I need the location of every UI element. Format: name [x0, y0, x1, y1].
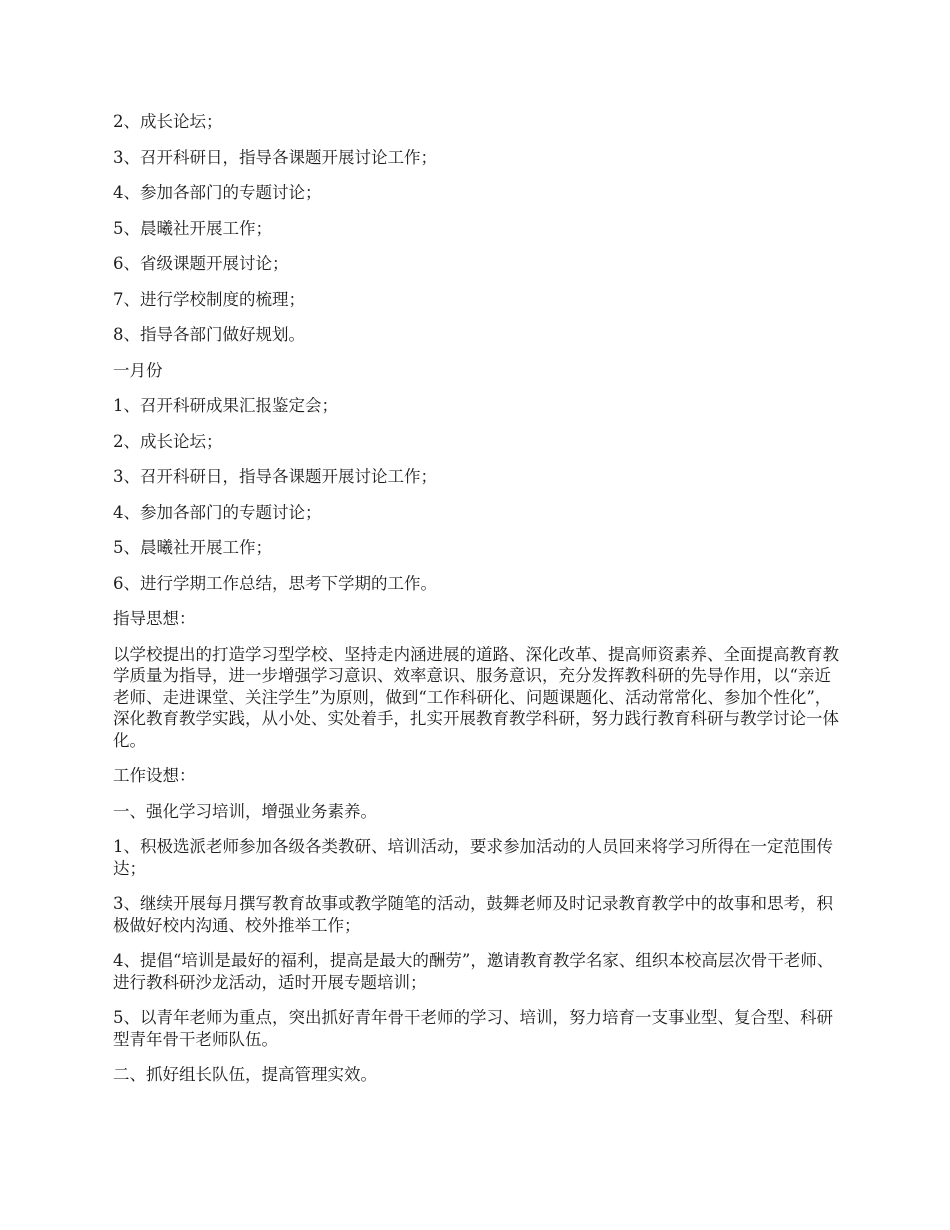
- list-item: 5、晨曦社开展工作；: [113, 218, 272, 238]
- section-heading: 工作设想：: [113, 766, 196, 785]
- list-item: 2、成长论坛；: [113, 112, 223, 131]
- list-item: 4、提倡“培训是最好的福利，提高是最大的酬劳”，邀请教育教学名家、组织本校高层次骨干老师、进行教科研沙龙活动，适时开展专题培训；: [113, 951, 834, 992]
- list-item: 3、召开科研日，指导各课题开展讨论工作；: [113, 147, 437, 167]
- body-paragraph: 以学校提出的打造学习型学校、坚持走内涵进展的道路、深化改革、提高师资素养、全面提高教育教学质量为指导，进一步增强学习意识、效率意识、服务意识，充分发挥教科研的先导作用，以“亲近老师、走进课堂、关注学生”为原则，做到“工作科研化、问题课题化、活动常常化、参加个性化”，深化教育教学实践，从小处、实处着手，扎实开展教育教学科研，努力践行教育科研与教学讨论一体化。: [113, 644, 839, 750]
- list-item: 5、以青年老师为重点，突出抓好青年骨干老师的学习、培训，努力培育一支事业型、复合型、科研型青年骨干老师队伍。: [113, 1008, 833, 1049]
- list-item: 8、指导各部门做好规划。: [113, 325, 305, 344]
- section-heading: 一月份: [113, 360, 163, 380]
- document-page: [113, 111, 843, 1100]
- list-item: 1、积极选派老师参加各级各类教研、培训活动，要求参加活动的人员回来将学习所得在一定范围传达；: [113, 837, 833, 878]
- list-item: 5、晨曦社开展工作；: [113, 538, 272, 557]
- section-heading: 二、抓好组长队伍，提高管理实效。: [113, 1065, 377, 1084]
- list-item: 6、进行学期工作总结，思考下学期的工作。: [113, 573, 437, 593]
- list-item: 4、参加各部门的专题讨论；: [113, 183, 322, 202]
- list-item: 3、召开科研日，指导各课题开展讨论工作；: [113, 467, 437, 486]
- list-item: 1、召开科研成果汇报鉴定会；: [113, 396, 338, 415]
- list-item: 2、成长论坛；: [113, 431, 223, 451]
- list-item: 3、继续开展每月撰写教育故事或教学随笔的活动，鼓舞老师及时记录教育教学中的故事和思考，积极做好校内沟通、校外推举工作；: [113, 894, 833, 935]
- list-item: 7、进行学校制度的梳理；: [113, 289, 305, 309]
- section-heading: 指导思想：: [113, 609, 196, 628]
- list-item: 4、参加各部门的专题讨论；: [113, 502, 322, 522]
- section-heading: 一、强化学习培训，增强业务素养。: [113, 801, 377, 821]
- list-item: 6、省级课题开展讨论；: [113, 254, 289, 273]
